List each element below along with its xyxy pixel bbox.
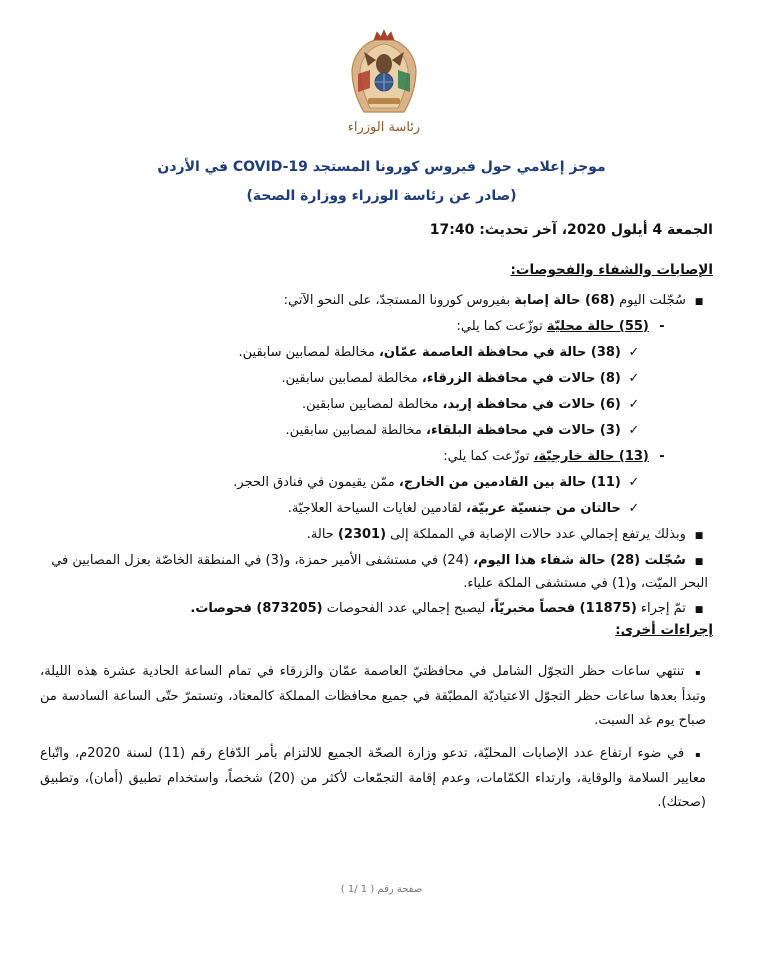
royal-crest-icon [344, 30, 424, 120]
external-item-post: لقادمين لغايات السياحة العلاجيّة. [287, 501, 467, 516]
tests-bold1: (11875) فحصاً مخبريّاً، [489, 601, 637, 616]
total-post: حالة. [306, 527, 338, 542]
section-heading-cases: الإصابات والشفاء والفحوصات: [510, 262, 713, 278]
intro-post: بفيروس كورونا المستجدّ، على النحو الآتي: [283, 293, 515, 308]
check-icon: ✓ [628, 423, 640, 438]
tests-pre: تمّ إجراء [636, 601, 686, 616]
local-item [40, 394, 643, 416]
external-item-bold: حالتان من جنسيّة عربيّة، [466, 501, 621, 516]
measure-paragraph-text: في ضوء ارتفاع عدد الإصابات المحليّة، تدعو وزارة الصحّة الجميع للالتزام بأمر الدّفاع رقم (11) لسنة 2020م، واتّباع معايير السلامة والوقاية، وارتداء الكمّامات، وعدم إقامة التجمّعات لأكثر من (20) شخصاً، واستخدام تطبيق (أمان)، وتطبيق (صحتك). [40, 746, 706, 810]
local-item [40, 368, 643, 390]
square-bullet-icon: ■ [694, 557, 704, 567]
intro-bold: (68) حالة إصابة [514, 293, 615, 308]
local-post: توزّعت كما يلي: [456, 319, 547, 334]
bullet-intro [40, 290, 708, 313]
square-bullet-icon: ■ [694, 297, 704, 307]
page-number: صفحة رقم ( 1 /1 ) [340, 884, 423, 895]
local-item-bold: (6) حالات في محافظة إربد، [442, 397, 621, 412]
crest-caption: رئاسة الوزراء [347, 120, 421, 135]
document-title-block [40, 156, 723, 207]
total-bold: (2301) [337, 527, 387, 542]
tests-bold2: (873205) فحوصات. [190, 601, 323, 616]
square-bullet-icon: ■ [694, 531, 704, 541]
external-bold: (13) حالة خارجيّة، [533, 449, 649, 464]
measure-paragraph-text: تنتهي ساعات حظر التجوّل الشامل في محافظتيّ العاصمة عمّان والزرقاء في تمام الساعة الحادية عشرة هذه الليلة، وتبدأ بعدها ساعات حظر التجوّل الاعتياديّة المطبّقة في جميع محافظات المملكة كالمعتاد، وتستمرّ حتّى الساعة السادسة من صباح يوم غد السبت. [40, 664, 706, 728]
bullet-tests [40, 598, 708, 621]
dash-bullet-icon: - [659, 449, 665, 464]
check-icon: ✓ [628, 475, 640, 490]
local-item [40, 342, 643, 364]
document-subtitle: (صادر عن رئاسة الوزراء ووزارة الصحة) [246, 188, 517, 204]
square-bullet-icon: ■ [694, 605, 704, 615]
check-icon: ✓ [628, 345, 640, 360]
bullet-local-cases [40, 316, 671, 338]
local-item-bold: (38) حالة في محافظة العاصمة عمّان، [378, 345, 621, 360]
local-item-post: مخالطة لمصابين سابقين. [238, 345, 379, 360]
square-bullet-icon: ▪ [695, 668, 701, 677]
local-item-post: مخالطة لمصابين سابقين. [285, 423, 427, 438]
check-icon: ✓ [628, 371, 640, 386]
check-icon: ✓ [628, 501, 640, 516]
local-item [40, 420, 643, 442]
measure-paragraph [40, 660, 706, 733]
royal-crest [344, 30, 424, 140]
intro-pre: سُجّلت اليوم [614, 293, 686, 308]
check-icon: ✓ [628, 397, 640, 412]
local-item-bold: (3) حالات في محافظة البلقاء، [426, 423, 621, 438]
bullet-recovered [40, 550, 708, 595]
total-pre: وبذلك يرتفع إجمالي عدد حالات الإصابة في المملكة إلى [386, 527, 686, 542]
recovered-bold: سُجّلت (28) حالة شفاء هذا اليوم، [473, 553, 686, 568]
measure-paragraph [40, 742, 706, 815]
external-post: توزّعت كما يلي: [443, 449, 534, 464]
recovered-post: (24) في مستشفى الأمير حمزة، و(3) في المنطقة الخاصّة بعزل المصابين في البحر الميّت، و(1) في مستشفى الملكة علياء. [51, 553, 708, 591]
bullet-external-cases [40, 446, 671, 468]
local-item-post: مخالطة لمصابين سابقين. [281, 371, 422, 386]
square-bullet-icon: ▪ [695, 750, 701, 759]
tests-mid: ليصبح إجمالي عدد الفحوصات [322, 601, 490, 616]
bullet-total [40, 524, 708, 547]
document-title: موجز إعلامي حول فيروس كورونا المستجد COVID-19 في الأردن [157, 159, 606, 175]
dash-bullet-icon: - [659, 319, 665, 334]
external-item-bold: (11) حالة بين القادمين من الخارج، [398, 475, 621, 490]
external-item-post: ممّن يقيمون في فنادق الحجر. [233, 475, 399, 490]
external-item [40, 472, 643, 494]
local-item-post: مخالطة لمصابين سابقين. [302, 397, 443, 412]
external-item [40, 498, 643, 520]
local-item-bold: (8) حالات في محافظة الزرقاء، [421, 371, 621, 386]
local-bold: (55) حالة محليّة [546, 319, 649, 334]
section-heading-measures: إجراءات أخرى: [615, 622, 713, 638]
date-update-line: الجمعة 4 أيلول 2020، آخر تحديث: 17:40 [429, 222, 713, 238]
